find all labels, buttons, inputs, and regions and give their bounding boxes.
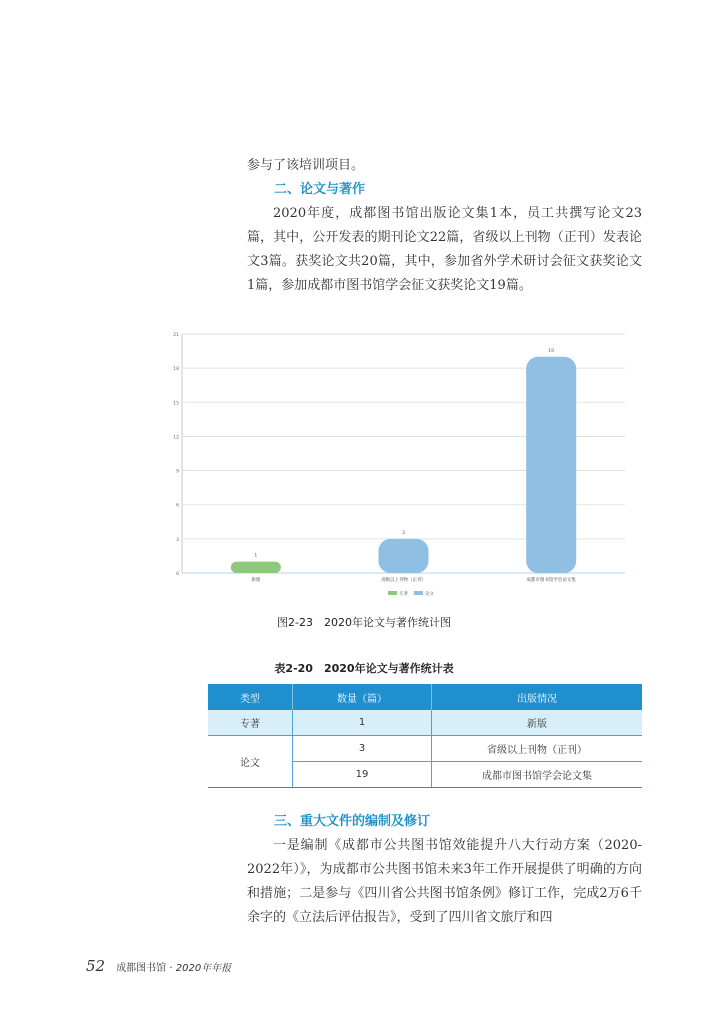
header-type: 类型 [208, 684, 293, 710]
x-tick-label: 省级以上刊物（正刊） [381, 578, 426, 583]
cell-publication: 成都市图书馆学会论文集 [432, 762, 643, 788]
cell-count: 19 [293, 762, 432, 788]
y-tick-label: 18 [173, 367, 179, 373]
data-label: 3 [402, 530, 405, 536]
legend-swatch [414, 591, 423, 595]
y-tick-label: 9 [176, 469, 179, 475]
section-heading-papers: 二、论文与著作 [274, 182, 366, 197]
legend-label: 论文 [425, 592, 434, 597]
y-tick-label: 21 [173, 333, 179, 338]
cell-count: 1 [293, 710, 432, 736]
papers-table [208, 684, 642, 788]
legend-swatch [388, 591, 397, 595]
section-heading-documents: 三、重大文件的编制及修订 [274, 814, 431, 829]
table-title: 表2-20 2020年论文与著作统计表 [274, 662, 454, 675]
table-header-row [208, 684, 642, 710]
y-tick-label: 6 [176, 503, 179, 509]
y-tick-label: 15 [173, 401, 179, 407]
table-row [208, 736, 642, 762]
table-row [208, 710, 642, 736]
figure-caption: 图2-23 2020年论文与著作统计图 [277, 616, 451, 629]
paragraph-documents: 一是编制《成都市公共图书馆效能提升八大行动方案（2020-2022年）》，为成都市公共图书馆未来3年工作开展提供了明确的方向和措施；二是参与《四川省公共图书馆条例》修订工作，完成2万6千余字的《立法后评估报告》，受到了四川省文旅厅和四 [247, 838, 642, 925]
bar-chart [170, 326, 630, 606]
paragraph-papers: 2020年度，成都图书馆出版论文集1本，员工共撰写论文23篇，其中，公开发表的期刊论文22篇，省级以上刊物（正刊）发表论文3篇。获奖论文共20篇，其中，参加省外学术研讨会征文获奖论文1篇，参加成都市图书馆学会征文获奖论文19篇。 [247, 206, 642, 293]
data-label: 19 [548, 348, 555, 354]
page-footer [86, 956, 231, 975]
bar [379, 539, 429, 573]
x-tick-label: 新版 [251, 578, 261, 583]
y-tick-label: 3 [176, 537, 179, 543]
legend-label: 专著 [399, 592, 408, 597]
cell-type: 专著 [208, 710, 293, 736]
page-number: 52 [86, 957, 106, 975]
y-tick-label: 0 [176, 572, 179, 577]
y-tick-label: 12 [173, 435, 179, 441]
cell-publication: 省级以上刊物（正刊） [432, 736, 643, 762]
bar [231, 562, 281, 573]
cell-publication: 新版 [432, 710, 643, 736]
header-publication: 出版情况 [432, 684, 643, 710]
x-tick-label: 成都市图书馆学会论文集 [526, 578, 576, 583]
header-count: 数量（篇） [293, 684, 432, 710]
footer-title: 成都图书馆 · [116, 963, 176, 974]
data-label: 1 [254, 553, 258, 559]
footer-subtitle: 2020年年报 [175, 963, 232, 974]
paragraph-intro: 参与了该培训项目。 [247, 158, 365, 173]
cell-count: 3 [293, 736, 432, 762]
cell-type: 论文 [208, 736, 293, 788]
bar [526, 357, 576, 573]
